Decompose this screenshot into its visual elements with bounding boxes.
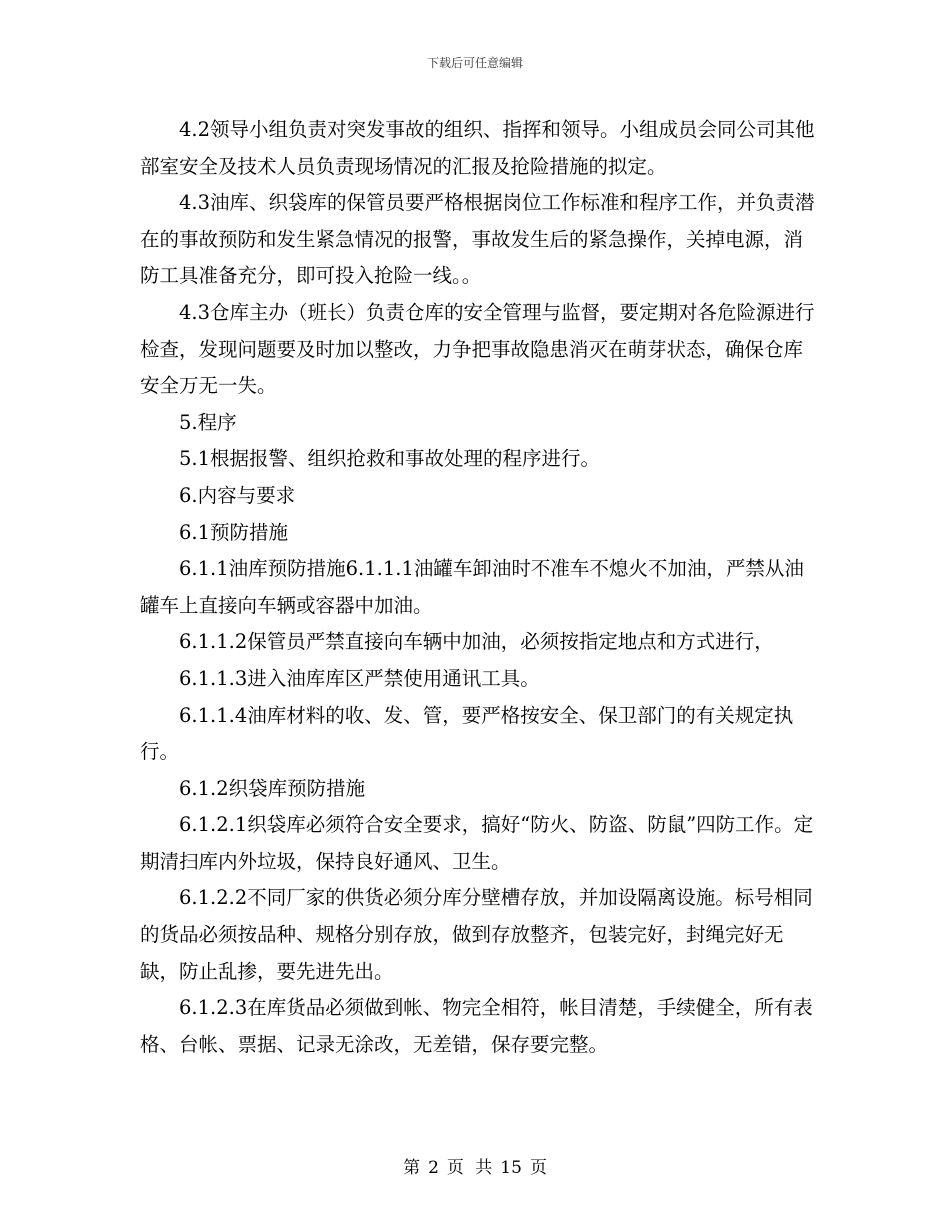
footer-middle: 页 共: [446, 1158, 493, 1178]
footer-total-pages: 15: [500, 1158, 522, 1178]
subsection-heading-6-1: 6.1预防措施: [179, 520, 289, 544]
paragraph-6-1-1-2: 6.1.1.2保管员严禁直接向车辆中加油，必须按指定地点和方式进行，: [179, 630, 774, 654]
paragraph-4-3-warehouse: 4.3仓库主办（班长）负责仓库的安全管理与监督，要定期对各危险源进行检查，发现问题要及时加以整改，力争把事故隐患消灭在萌芽状态，确保仓库安全万无一失。: [140, 300, 815, 398]
paragraph-6-1-1-3: 6.1.1.3进入油库库区严禁使用通讯工具。: [179, 666, 540, 690]
paragraph-6-1-2-3: 6.1.2.3在库货品必须做到帐、物完全相符，帐目清楚，手续健全，所有表格、台帐、票据、记录无涂改，无差错，保存要完整。: [140, 996, 813, 1056]
paragraph-4-2: 4.2领导小组负责对突发事故的组织、指挥和领导。小组成员会同公司其他部室安全及技术人员负责现场情况的汇报及抢险措施的拟定。: [140, 118, 815, 178]
paragraph-6-1-1: 6.1.1油库预防措施6.1.1.1油罐车卸油时不准车不熄火不加油，严禁从油罐车上直接向车辆或容器中加油。: [140, 557, 804, 617]
paragraph-4-3-keeper: 4.3油库、织袋库的保管员要严格根据岗位工作标准和程序工作，并负责潜在的事故预防和发生紧急情况的报警，事故发生后的紧急操作，关掉电源，消防工具准备充分，即可投入抢险一线。。: [140, 191, 815, 288]
footer-prefix: 第: [403, 1158, 421, 1178]
paragraph-5-1: 5.1根据报警、组织抢救和事故处理的程序进行。: [179, 447, 601, 471]
footer-page-number: 2: [428, 1158, 439, 1178]
subsection-heading-6-1-2: 6.1.2织袋库预防措施: [179, 776, 366, 800]
footer-suffix: 页: [529, 1158, 547, 1178]
page-header: 下载后可任意编辑: [426, 56, 523, 70]
page-footer: [0, 1153, 950, 1178]
section-heading-6: 6.内容与要求: [179, 483, 296, 507]
section-heading-5: 5.程序: [179, 410, 237, 434]
paragraph-6-1-1-4: 6.1.1.4油库材料的收、发、管，要严格按安全、保卫部门的有关规定执行。: [140, 703, 794, 764]
paragraph-6-1-2-1: 6.1.2.1织袋库必须符合安全要求，搞好“防火、防盗、防鼠”四防工作。定期清扫库内外垃圾，保持良好通风、卫生。: [140, 813, 814, 873]
paragraph-6-1-2-2: 6.1.2.2不同厂家的供货必须分库分壁槽存放，并加设隔离设施。标号相同的货品必须按品种、规格分别存放，做到存放整齐，包装完好，封绳完好无缺，防止乱掺，要先进先出。: [140, 886, 813, 983]
document-body: [140, 112, 820, 1063]
